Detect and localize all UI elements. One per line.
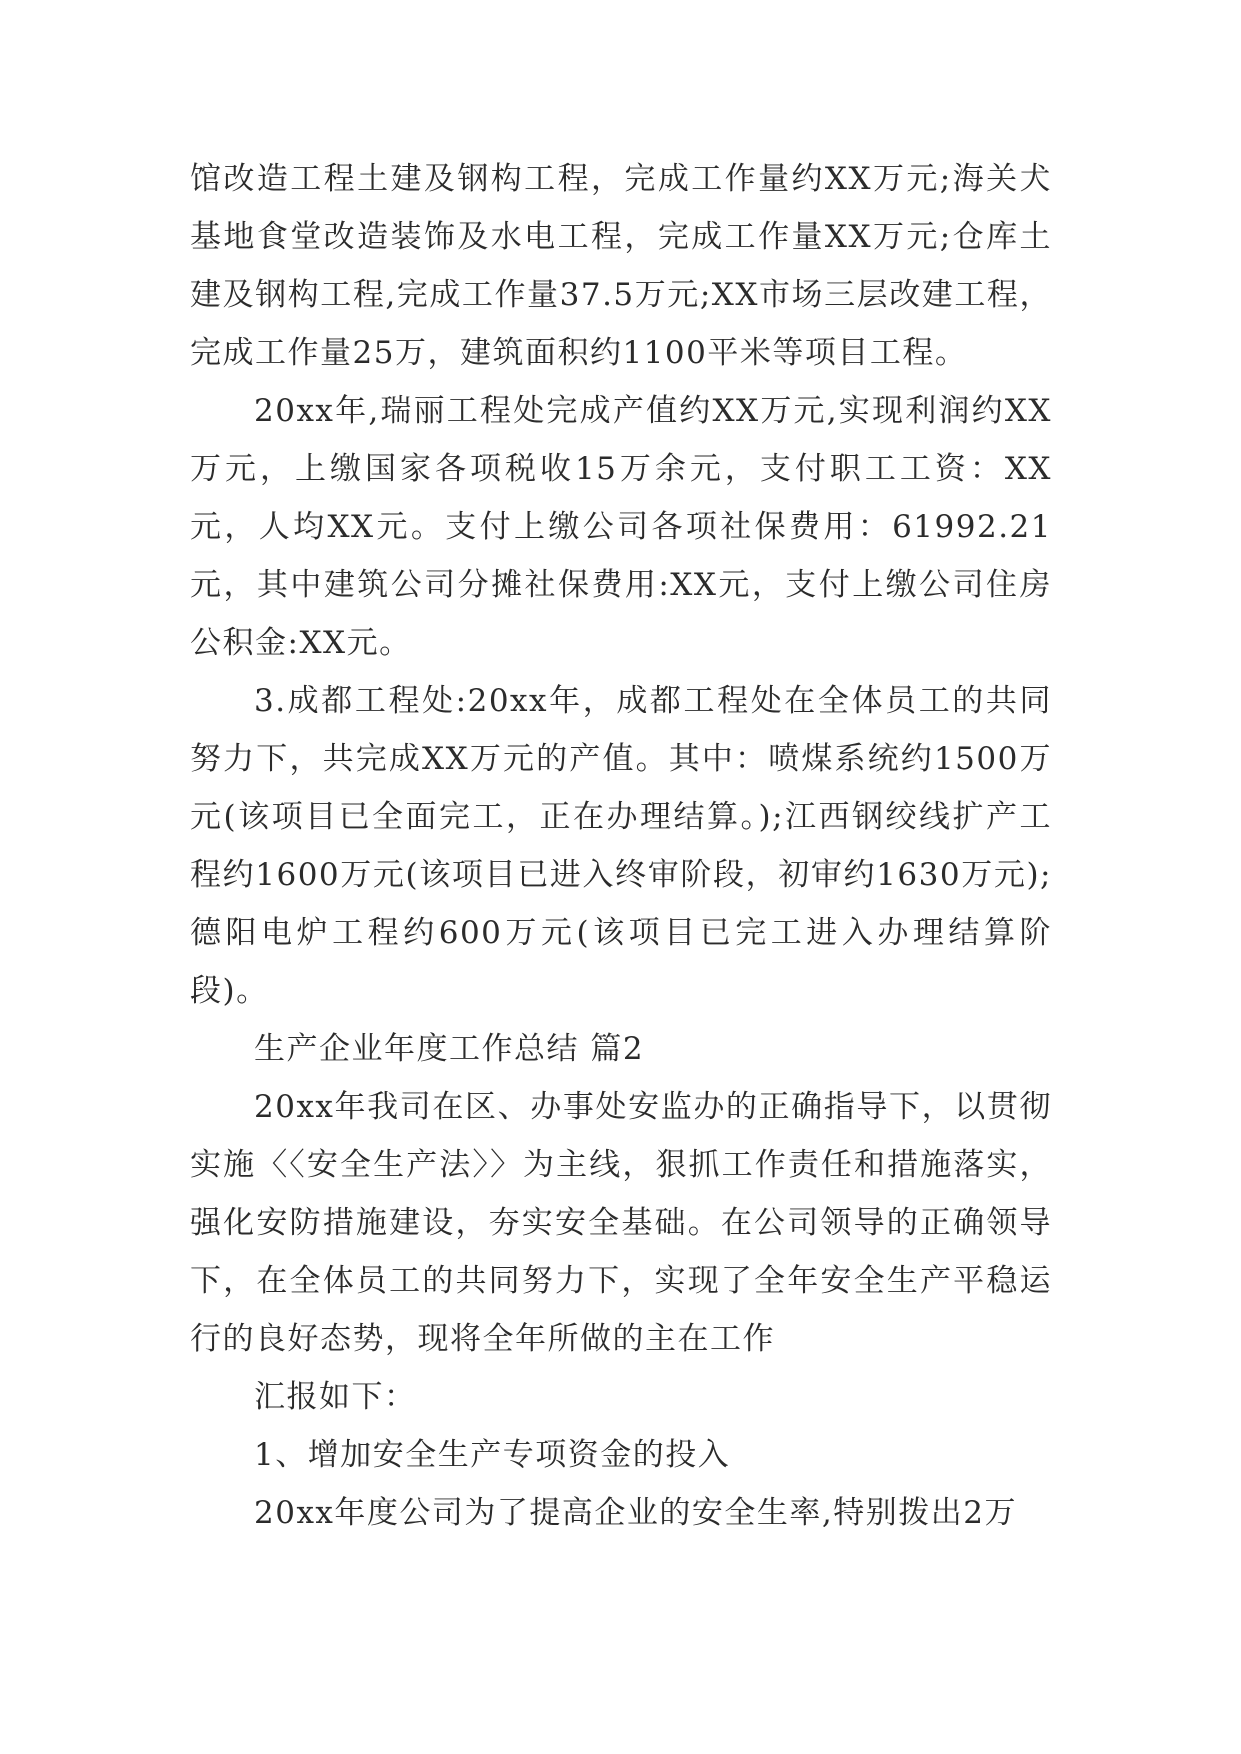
paragraph-6: 汇报如下：: [254, 1379, 417, 1415]
paragraph-2: 20xx年,瑞丽工程处完成产值约XX万元,实现利润约XX万元，上缴国家各项税收15万余元，支付职工工资：XX元，人均XX元。支付上缴公司各项社保费用：61992.21元，其中建筑公司分摊社保费用:XX元，支付上缴公司住房公积金:XX元。: [190, 393, 1052, 661]
paragraph-5: 20xx年我司在区、办事处安监办的正确指导下，以贯彻实施〈〈安全生产法〉〉为主线，狠抓工作责任和措施落实，强化安防措施建设，夯实安全基础。在公司领导的正确领导下，在全体员工的共同努力下，实现了全年安全生产平稳运行的良好态势，现将全年所做的主在工作: [190, 1089, 1052, 1357]
paragraph-8: 20xx年度公司为了提高企业的安全生率,特别拨出2万: [254, 1495, 1017, 1531]
list-item-heading: 1、增加安全生产专项资金的投入: [254, 1437, 731, 1473]
section-heading: 生产企业年度工作总结 篇2: [254, 1031, 645, 1067]
paragraph-3: 3.成都工程处:20xx年，成都工程处在全体员工的共同努力下，共完成XX万元的产值。其中：喷煤系统约1500万元(该项目已全面完工，正在办理结算。);江西钢绞线扩产工程约1600万元(该项目已进入终审阶段，初审约1630万元);德阳电炉工程约600万元(该项目已完工进入办理结算阶段)。: [190, 683, 1052, 1009]
paragraph-1: 馆改造工程土建及钢构工程，完成工作量约XX万元;海关犬基地食堂改造装饰及水电工程，完成工作量XX万元;仓库土建及钢构工程,完成工作量37.5万元;XX市场三层改建工程，完成工作量25万，建筑面积约1100平米等项目工程。: [190, 161, 1052, 371]
document-body: [190, 150, 1052, 1542]
